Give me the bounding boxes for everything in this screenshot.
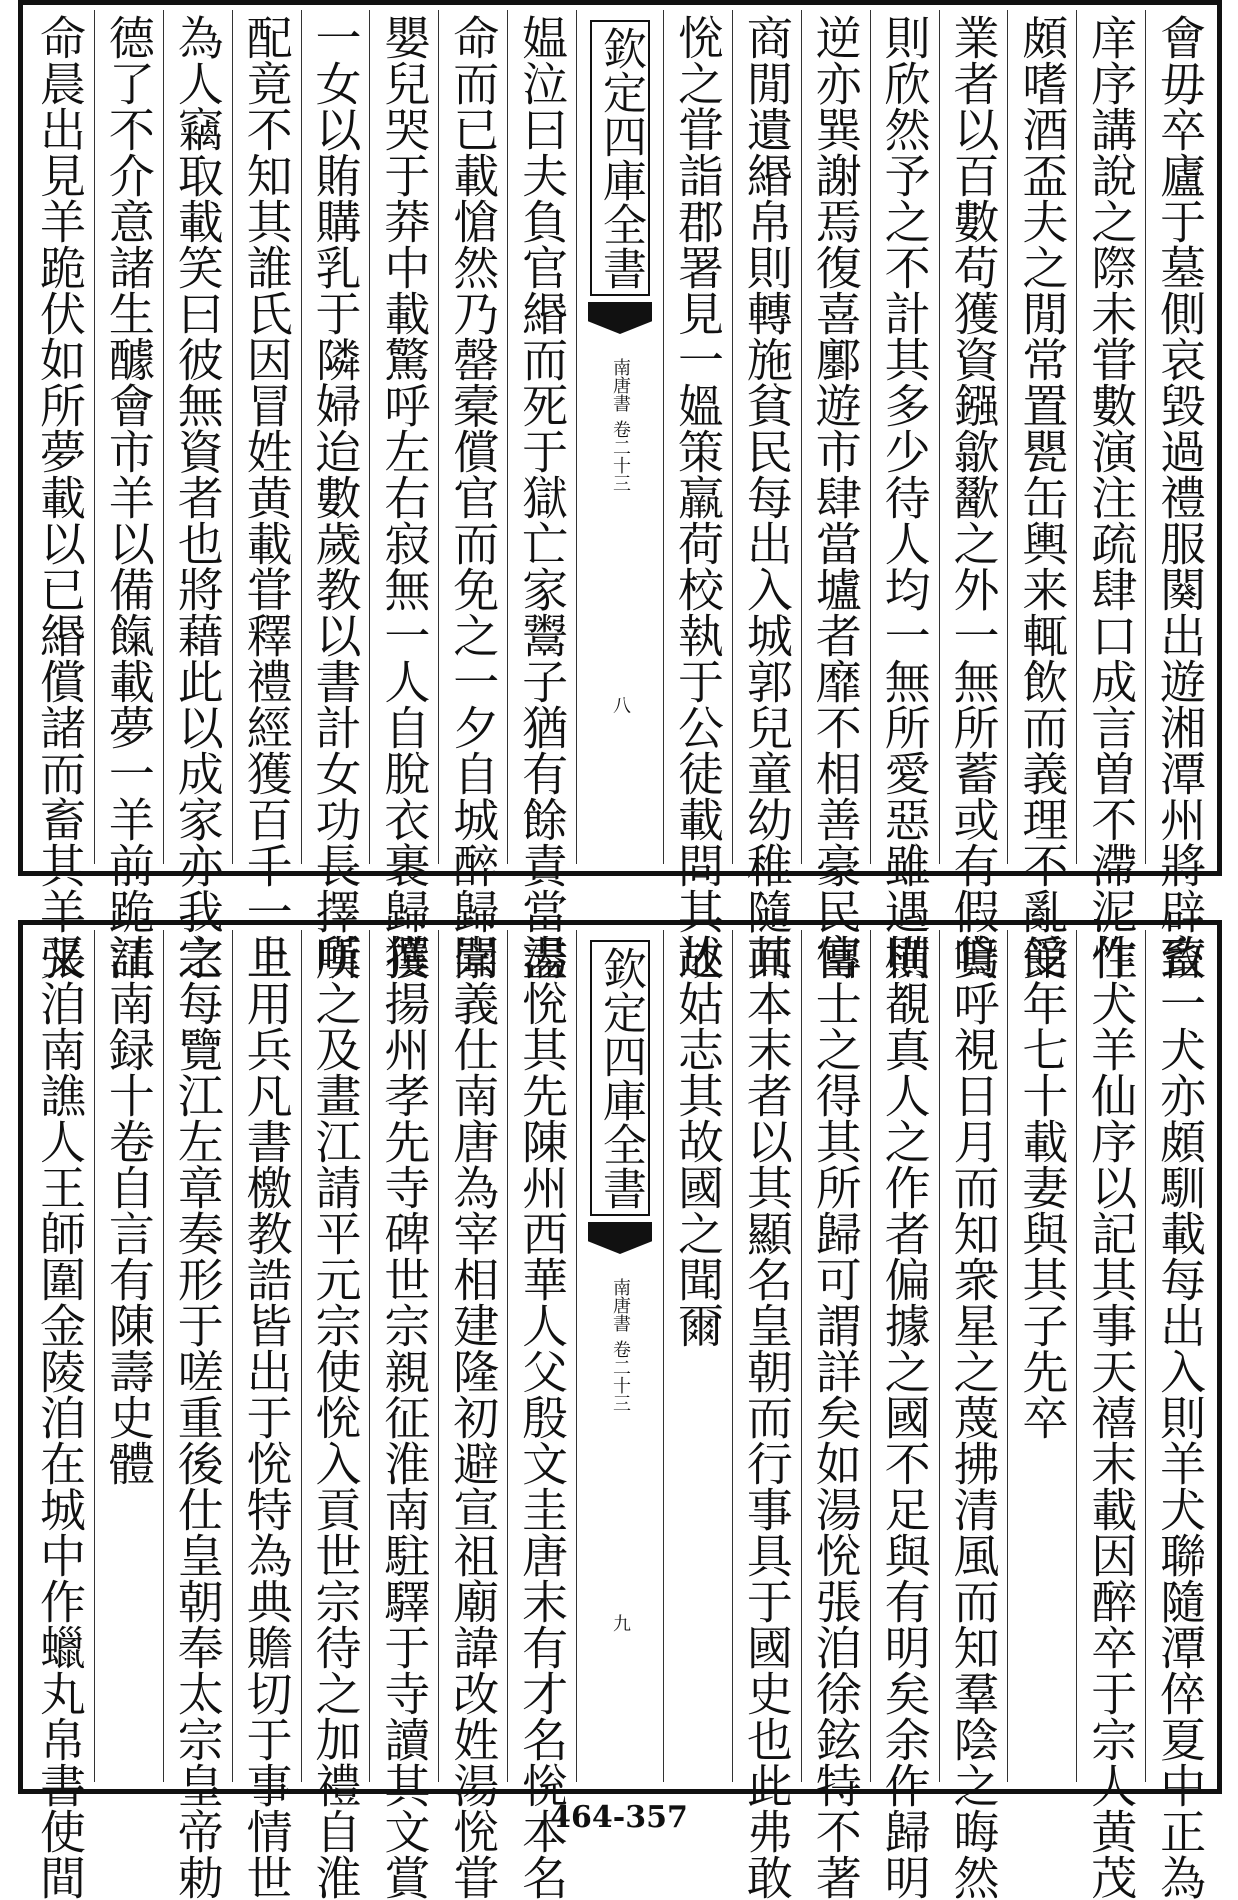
text-column: 命晨出見羊跪伏如所夢載以已緡償諸而畜其羊又 [32, 14, 87, 980]
text-column: 館年七十載妻與其子先卒 [1007, 930, 1076, 1782]
text-column: 庠序講說之際未甞數演注疏肆口成言曽不滯泥性 [1076, 10, 1145, 864]
fishtail-column [576, 10, 663, 864]
text-column: 張洎南譙人王師圍金陵洎在城中作蠟丸帛書使間 [32, 934, 87, 1900]
fishtail-mark [588, 302, 652, 334]
text-column: 畜一犬亦頗馴載每出入則羊犬聯隨潭倅夏中正為 [1145, 930, 1214, 1782]
volume-number: 卷二十三 [610, 420, 631, 492]
collection-title: 欽定四庫全書 [590, 940, 650, 1216]
text-column: 會毋卒廬于墓側哀毀過禮服闋出遊湘潭州將辟致 [1145, 10, 1214, 864]
fishtail-labels [611, 358, 629, 492]
text-column: 一女以賄購乳于隣婦迨數歲教以書計女功長擇所 [301, 10, 370, 864]
text-column: 上用兵凡書檄教誥皆出于恱特為典贍切于事情世 [232, 930, 301, 1782]
text-column: 恱之甞詣郡署見一媼策羸荷校執于公徒載問其故 [663, 10, 732, 864]
text-column: 業者以百數苟獲資鏹歙歠之外一無所蓄或有假貸 [939, 10, 1008, 864]
text-column: 撰揚州孝先寺碑世宗親征淮南駐驛于寺讀其文賞 [369, 930, 438, 1782]
text-column: 則覩真人之作者偏據之國不足與有明矣余作歸明 [870, 930, 939, 1782]
text-column: 江南録十卷自言有陳壽史體 [94, 930, 163, 1782]
text-column: 為人竊取載笑曰彼無資者也將藉此以成家亦我之 [163, 10, 232, 864]
text-column: 其本末者以其顯名皇朝而行事具于國史也此弗敢 [732, 930, 801, 1782]
top-page-columns [26, 10, 1214, 980]
fishtail-column [576, 930, 663, 1782]
text-column: 湯恱其先陳州西華人父殷文圭唐末有才名恱本名 [507, 930, 576, 1782]
text-column: 命而已載愴然乃罄槖償官而免之一夕自城醉歸聞 [438, 10, 507, 864]
text-column: 頗嗜酒盃夫之閒常置甖缶輿来輒飲而義理不亂受 [1007, 10, 1076, 864]
collection-title: 欽定四庫全書 [590, 20, 650, 296]
text-column: 述姑志其故國之聞爾 [663, 930, 732, 1782]
text-column: 作犬羊仙序以記其事天禧末載因醉卒于宗人黄茂 [1076, 930, 1145, 1782]
volume-number: 卷二十三 [610, 1340, 631, 1412]
text-column: 商閒遺緡帛則轉施貧民每出入城郭兒童幼稚隨而 [732, 10, 801, 864]
fishtail-labels [611, 1278, 629, 1412]
book-title: 南唐書 [610, 358, 631, 412]
text-column: 嗚呼視日月而知衆星之蔑拂清風而知羣陰之晦然 [939, 930, 1008, 1782]
top-page-frame [18, 0, 1222, 980]
folio-number: 八 [610, 696, 631, 714]
text-column: 則欣然予之不計其多少待人均一無所愛惡雖遇横 [870, 10, 939, 864]
text-column: 傳士之得其所歸可謂詳矣如湯恱張洎徐鉉特不著 [801, 930, 870, 1782]
text-column: 德了不介意諸生醵會市羊以備餼載夢一羊前跪請 [94, 10, 163, 864]
text-column: 崇義仕南唐為宰相建隆初避宣祖廟諱改姓湯恱甞 [438, 930, 507, 1782]
text-column: 逆亦巽謝焉復喜鄽遊市肆當壚者靡不相善豪民富 [801, 10, 870, 864]
fishtail-mark [588, 1222, 652, 1254]
page-number: 464-357 [550, 1800, 688, 1835]
text-column: 配竟不知其誰氏因冒姓黄載甞釋禮經獲百千一旦 [232, 10, 301, 864]
text-column: 嘆之及畫江請平元宗使恱入貢世宗待之加禮自淮 [301, 930, 370, 1782]
text-column: 嬰兒哭于莽中載驚呼左右寂無一人自脫衣裹歸獲 [369, 10, 438, 864]
book-title: 南唐書 [610, 1278, 631, 1332]
bottom-page [0, 920, 1238, 1900]
folio-number: 九 [610, 1614, 631, 1632]
text-column: 媪泣曰夫負官緡而死于獄亡家鬻子猶有餘責當盡 [507, 10, 576, 864]
text-column: 宗每覽江左章奏形于嗟重後仕皇朝奉太宗皇帝勅 [163, 930, 232, 1782]
